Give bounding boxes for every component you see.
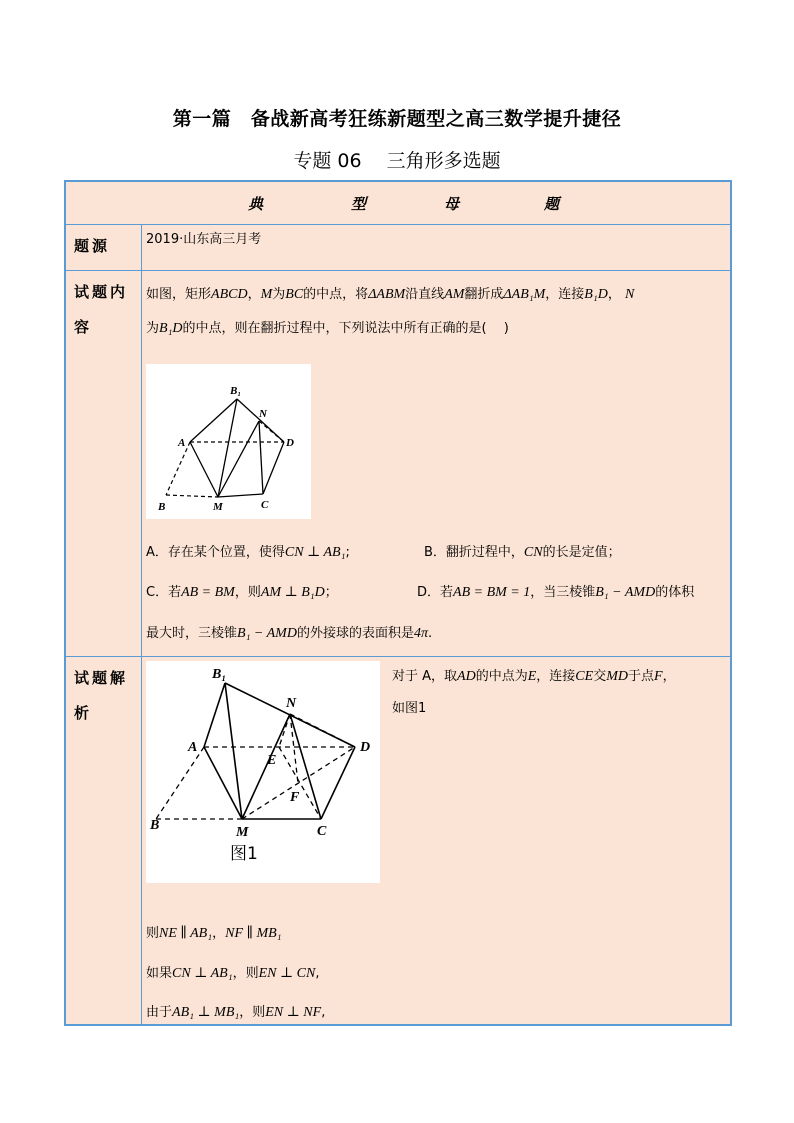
source-label: 题源 [74,237,111,255]
source-row [66,225,730,271]
option-b: B．翻折过程中，CN的长是定值； [424,545,621,560]
label-D: D [286,437,294,449]
analysis-line-2: 如果CN ⊥ AB₁，则EN ⊥ CN, [146,966,320,981]
problem-table [64,180,732,1026]
question-row [66,271,730,657]
option-d-continued: 最大时，三棱锥B₁ − AMD的外接球的表面积是4π. [146,626,433,641]
label-E: E [267,753,277,768]
option-d: D．若AB = BM = 1，当三棱锥B₁ − AMD的体积 [417,585,695,600]
analysis-para-1: 对于 A，取AD的中点为E，连接CE交MD于点F， [392,669,676,684]
label-B: B [158,501,166,513]
header-char-2: 型 [351,195,367,213]
label-N: N [286,696,297,711]
label-B1: B₁ [230,385,242,397]
label-A: A [178,437,186,449]
option-a: A．存在某个位置，使得CN ⊥ AB₁; [146,545,350,560]
label-M: M [236,825,249,840]
label-B1: B₁ [212,667,227,682]
question-line-1: 如图，矩形ABCD，M为BC的中点，将ΔABM沿直线AM翻折成ΔAB₁M，连接B₁D， N [146,287,635,302]
label-C: C [317,824,327,839]
label-C: C [261,499,269,511]
label-F: F [290,790,300,805]
label-D: D [360,740,371,755]
analysis-line-3: 由于AB₁ ⊥ MB₁，则EN ⊥ NF, [146,1005,326,1020]
topic-title: 专题 06 三角形多选题 [293,150,501,172]
table-header-row [66,182,730,225]
question-line-2: 为B₁D的中点，则在翻折过程中，下列说法中所有正确的是( ) [146,321,509,336]
document-title: 第一篇 备战新高考狂练新题型之高三数学提升捷径 [172,108,622,130]
option-c: C．若AB = BM，则AM ⊥ B₁D； [146,585,338,600]
analysis-diagram [146,661,380,883]
header-char-3: 母 [444,195,460,213]
folded-rectangle-diagram [146,364,311,519]
analysis-label: 试题解析 [74,669,129,722]
figure-caption: 图1 [230,844,258,864]
question-figure [146,364,311,519]
label-A: A [188,740,198,755]
header-char-4: 题 [544,195,560,213]
label-M: M [213,501,223,513]
source-value: 2019·山东高三月考 [146,232,262,247]
header-char-1: 典 [248,195,264,213]
question-label: 试题内容 [74,283,129,336]
analysis-para-2: 如图1 [392,701,427,716]
analysis-figure [146,661,380,883]
analysis-line-1: 则NE ∥ AB₁，NF ∥ MB₁ [146,926,282,941]
label-N: N [259,408,267,420]
analysis-row [66,657,730,1026]
label-B: B [150,818,160,833]
